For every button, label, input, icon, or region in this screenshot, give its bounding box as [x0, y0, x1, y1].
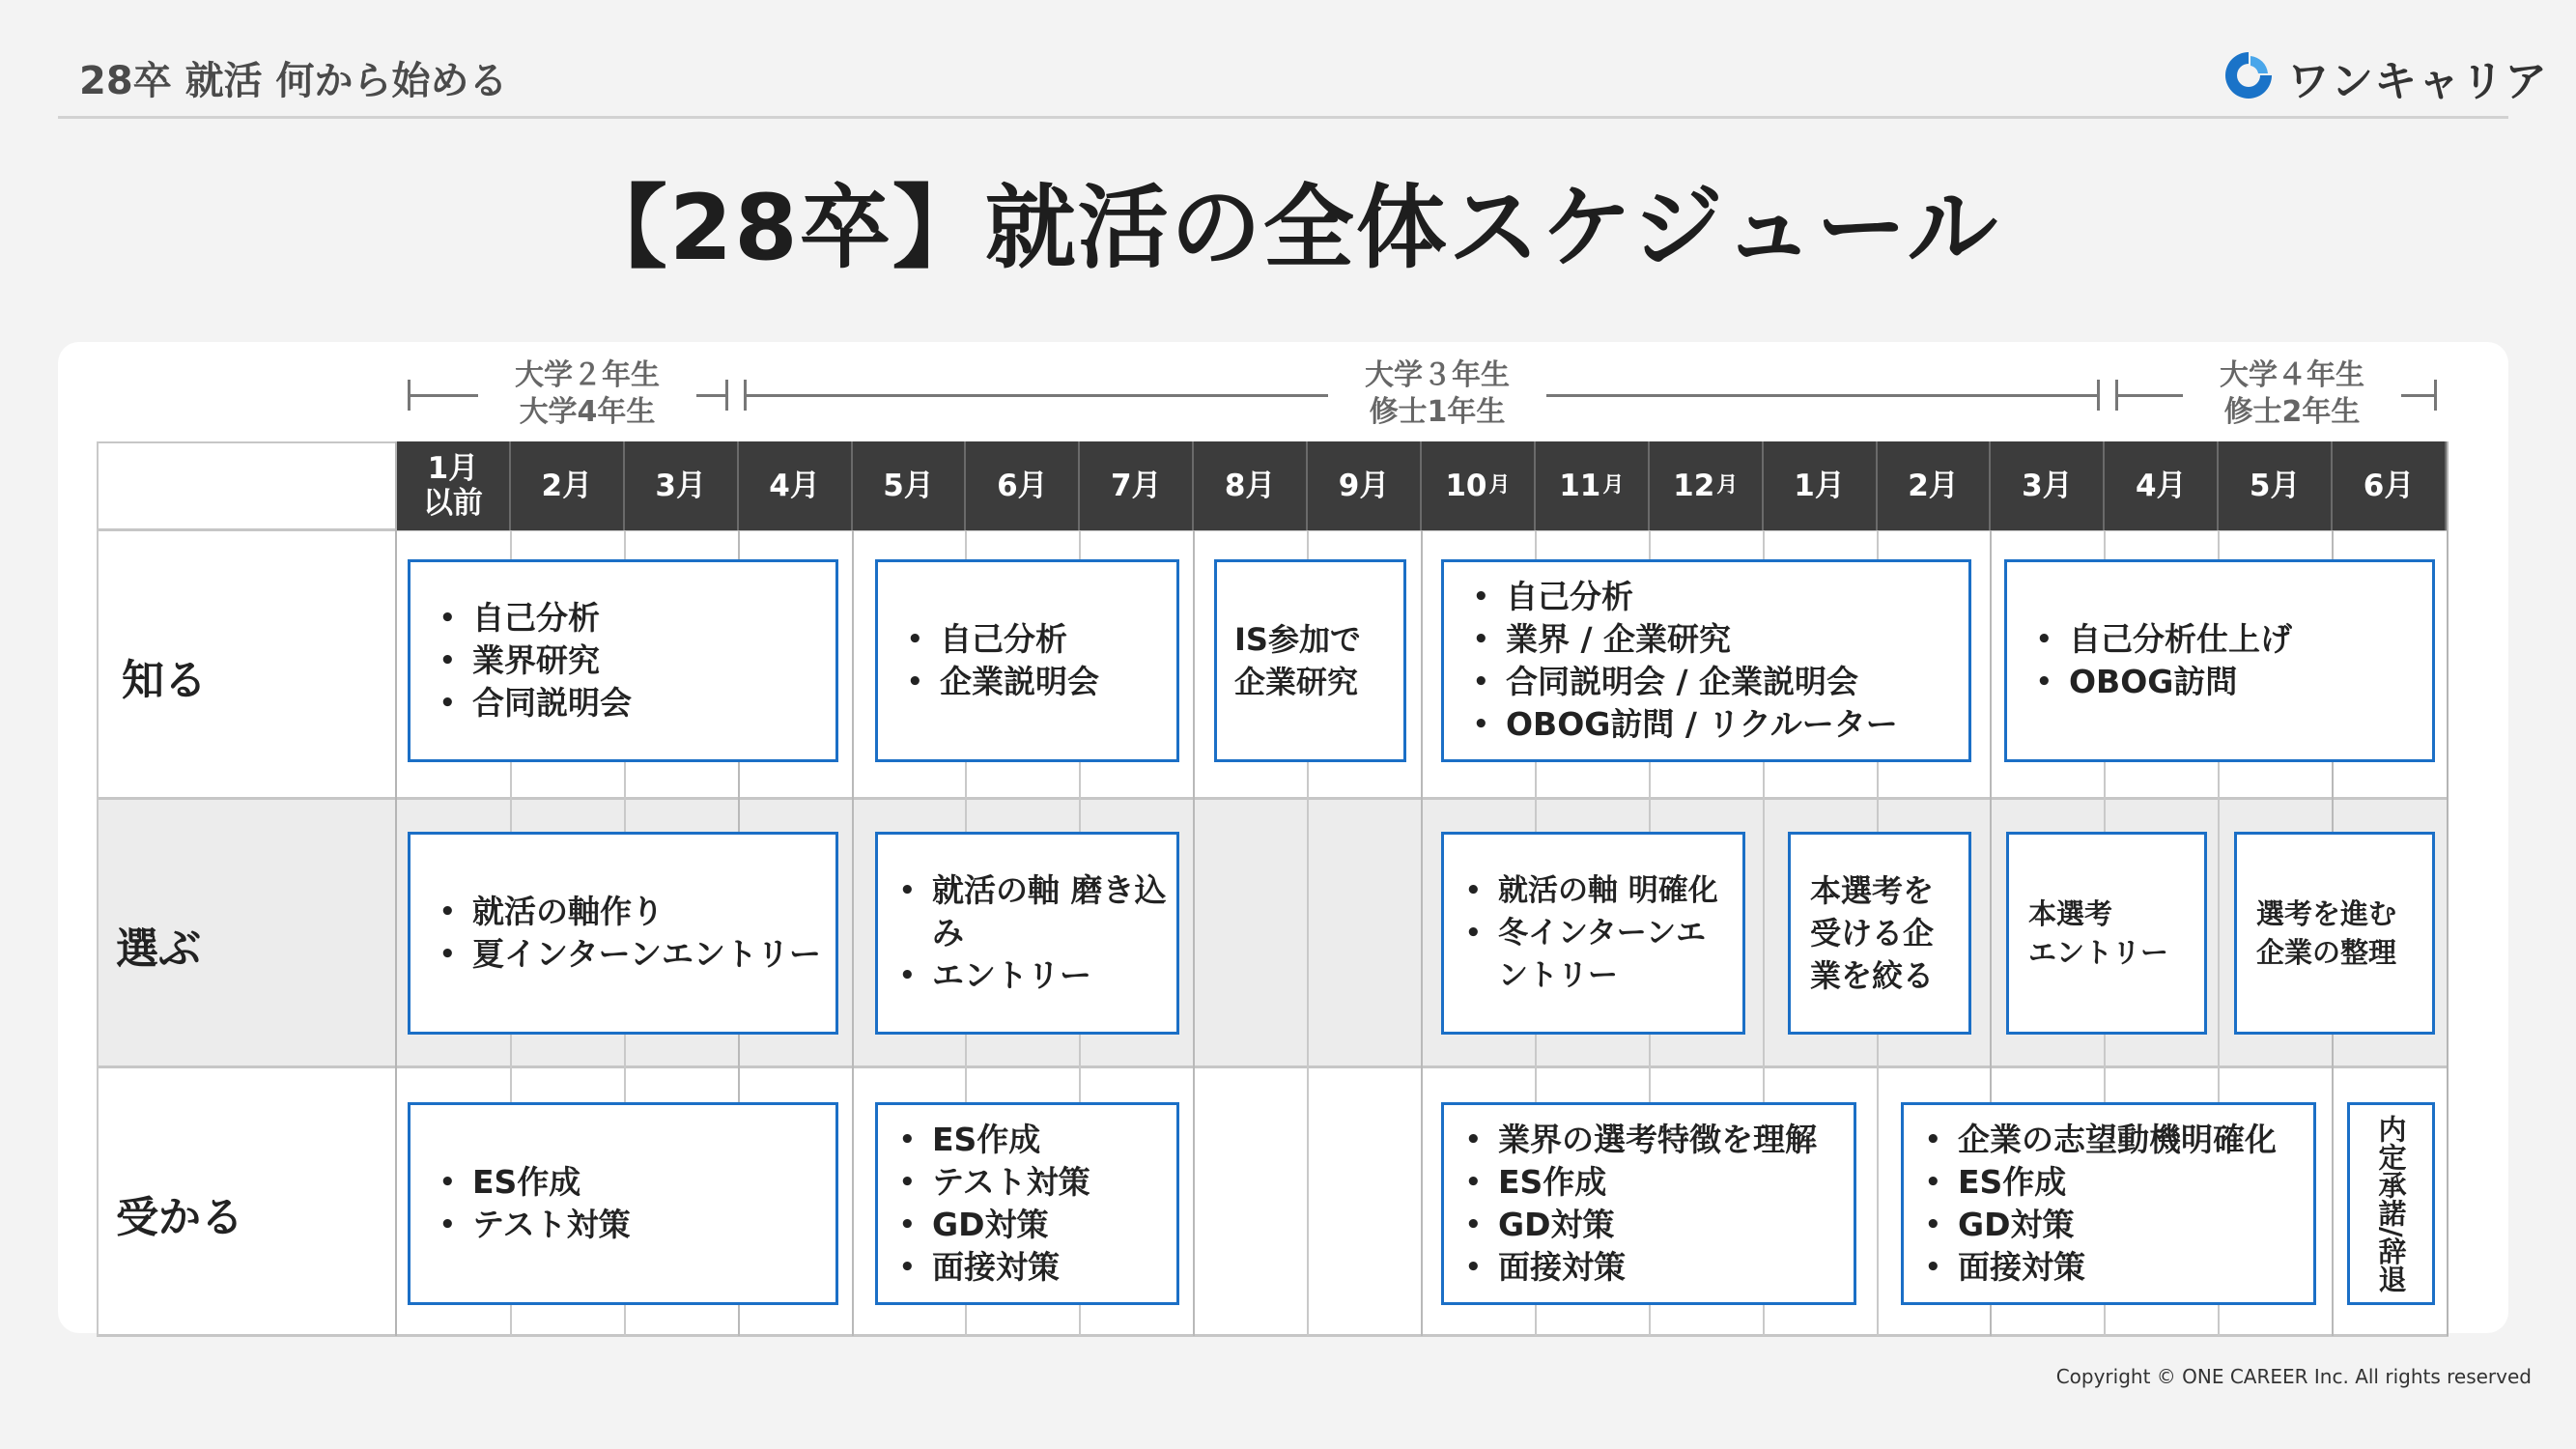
year-bracket-tick [2097, 380, 2100, 411]
month-header-cell [853, 441, 967, 530]
month-label: 9月 [1338, 469, 1390, 503]
month-suffix: 月 [1716, 473, 1739, 497]
main-title: 【28卒】就活の全体スケジュール [576, 176, 2000, 281]
know-box-summer: • 自己分析 • 企業説明会 [875, 559, 1179, 762]
month-label: 7月 [1110, 469, 1162, 503]
month-grid-line [852, 530, 854, 1336]
month-label: 4月 [2135, 469, 2187, 503]
page-header-title: 28卒 就活 何から始める [79, 59, 508, 103]
month-header-cell [1422, 441, 1536, 530]
year-bracket-tick [725, 380, 728, 411]
pass-box-early: • ES作成 • テスト対策 [408, 1102, 838, 1305]
copyright-text: Copyright © ONE CAREER Inc. All rights reserved [2055, 1365, 2532, 1388]
label-column-border [395, 441, 397, 1336]
month-label: 8月 [1224, 469, 1276, 503]
onecareer-logo-icon [2222, 48, 2276, 106]
month-label: 2月 [1908, 469, 1959, 503]
pass-box-summer: • ES作成 • テスト対策 • GD対策 • 面接対策 [875, 1102, 1179, 1305]
choose-box-entry: 本選考 エントリー [2006, 832, 2207, 1035]
month-grid-line [1421, 530, 1423, 1336]
month-label: 5月 [883, 469, 934, 503]
month-header-cell [1650, 441, 1764, 530]
month-header-cell [2219, 441, 2333, 530]
know-box-early: • 自己分析 • 業界研究 • 合同説明会 [408, 559, 838, 762]
choose-box-summer: • 就活の軸 磨き込み • エントリー [875, 832, 1179, 1035]
choose-box-early: • 就活の軸作り • 夏インターンエントリー [408, 832, 838, 1035]
month-label: 6月 [997, 469, 1048, 503]
month-header-cell [1991, 441, 2105, 530]
month-label: 11 [1559, 469, 1601, 503]
pass-box-autumn: • 業界の選考特徴を理解 • ES作成 • GD対策 • 面接対策 [1441, 1102, 1856, 1305]
brand-name: ワンキャリア [2287, 57, 2548, 106]
row-label-know: 知る [122, 656, 207, 705]
know-box-is: IS参加で 企業研究 [1214, 559, 1406, 762]
grid-right-border [2447, 441, 2449, 1336]
row-divider [97, 797, 2449, 800]
month-label: 4月 [769, 469, 820, 503]
row-divider [97, 1065, 2449, 1068]
month-suffix: 月 [1488, 473, 1511, 497]
month-label: 3月 [2022, 469, 2073, 503]
month-header-cell [2333, 441, 2447, 530]
month-label: 1月 以前 [422, 451, 483, 521]
month-label: 3月 [655, 469, 706, 503]
month-grid-line [1193, 530, 1195, 1336]
brand-logo [2222, 46, 2548, 108]
month-label: 12 [1673, 469, 1715, 503]
year-label-2nd: 大学２年生 大学4年生 [478, 357, 696, 431]
month-label: 1月 [1794, 469, 1845, 503]
month-label: 2月 [541, 469, 593, 503]
grid-left-border [97, 441, 99, 1336]
month-header-cell [966, 441, 1080, 530]
choose-box-autumn: • 就活の軸 明確化 • 冬インターンエントリー [1441, 832, 1745, 1035]
month-header-cell [1308, 441, 1422, 530]
month-label: 10 [1445, 469, 1487, 503]
month-header-cell [397, 441, 511, 530]
choose-box-narrow: 本選考を受ける企業を絞る [1788, 832, 1971, 1035]
month-header-cell [1536, 441, 1650, 530]
pass-box-selection: • 企業の志望動機明確化 • ES作成 • GD対策 • 面接対策 [1901, 1102, 2316, 1305]
year-label-3rd: 大学３年生 修士1年生 [1328, 357, 1546, 431]
month-header-cell [1764, 441, 1878, 530]
know-box-autumn: • 自己分析 • 業界 / 企業研究 • 合同説明会 / 企業説明会 • OBOG訪問 / リクルーター [1441, 559, 1971, 762]
row-label-choose: 選ぶ [116, 924, 201, 974]
month-label: 6月 [2363, 469, 2415, 503]
header-corner-cell [97, 441, 396, 530]
month-header-cell [2105, 441, 2219, 530]
header-divider [58, 116, 2508, 119]
month-header-cell [1878, 441, 1992, 530]
month-header-cell [511, 441, 625, 530]
month-header-cell [739, 441, 853, 530]
month-header-cell [625, 441, 739, 530]
choose-box-organize: 選考を進む 企業の整理 [2234, 832, 2435, 1035]
pass-box-offer: 内定承諾/辞退 [2347, 1102, 2435, 1305]
year-label-4th: 大学４年生 修士2年生 [2183, 357, 2401, 431]
row-label-pass: 受かる [116, 1193, 243, 1242]
month-suffix: 月 [1602, 473, 1625, 497]
month-header-cell [1194, 441, 1308, 530]
know-box-final: • 自己分析仕上げ • OBOG訪問 [2004, 559, 2435, 762]
year-bracket-tick [2434, 380, 2437, 411]
row-divider [97, 1334, 2449, 1337]
month-label: 5月 [2249, 469, 2301, 503]
month-header-cell [1080, 441, 1194, 530]
